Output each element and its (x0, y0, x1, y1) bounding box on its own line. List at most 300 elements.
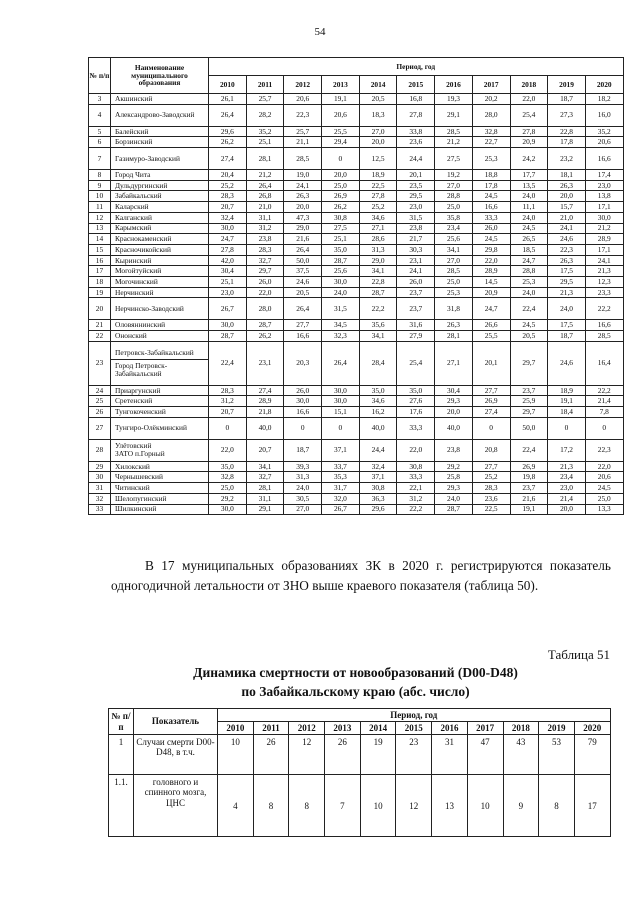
value-cell: 22,3 (548, 244, 586, 255)
municipality-name (111, 341, 209, 385)
value-cell: 33,7 (322, 461, 360, 472)
row-number: 33 (89, 504, 111, 515)
value-cell: 21,6 (510, 493, 548, 504)
value-cell: 16,8 (397, 94, 435, 105)
value-cell: 20,6 (585, 137, 623, 148)
year-header: 2012 (289, 722, 325, 735)
row-number: 7 (89, 148, 111, 170)
year-header: 2020 (585, 76, 623, 94)
value-cell: 22,2 (397, 504, 435, 515)
value-cell: 40,0 (435, 417, 473, 439)
value-cell: 31,2 (209, 396, 247, 407)
value-cell: 31,3 (284, 472, 322, 483)
row-number: 19 (89, 287, 111, 298)
year-header: 2020 (574, 722, 610, 735)
value-cell: 26,0 (246, 276, 284, 287)
value-cell: 31 (432, 735, 468, 775)
year-header: 2011 (253, 722, 289, 735)
value-cell: 25,1 (209, 276, 247, 287)
table-row (89, 439, 624, 461)
value-cell: 29,2 (209, 493, 247, 504)
row-number: 30 (89, 472, 111, 483)
table-row (89, 255, 624, 266)
municipality-name: Тунгиро-Олёкминский (111, 417, 209, 439)
value-cell: 27,4 (209, 148, 247, 170)
year-header: 2015 (397, 76, 435, 94)
value-cell: 24,6 (548, 341, 586, 385)
value-cell: 23,7 (397, 298, 435, 320)
value-cell: 35,2 (246, 126, 284, 137)
year-header: 2014 (360, 722, 396, 735)
year-header: 2013 (322, 76, 360, 94)
value-cell: 24,4 (359, 439, 397, 461)
municipality-name: Ононский (111, 331, 209, 342)
row-number: 4 (89, 104, 111, 126)
value-cell: 17,4 (585, 170, 623, 181)
year-header: 2019 (548, 76, 586, 94)
municipality-name: Газимуро-Заводский (111, 148, 209, 170)
value-cell: 31,5 (397, 212, 435, 223)
value-cell: 22,2 (359, 298, 397, 320)
value-cell: 24,4 (397, 148, 435, 170)
value-cell: 29,2 (435, 461, 473, 472)
value-cell: 47 (467, 735, 503, 775)
value-cell: 27,7 (472, 385, 510, 396)
header-period: Период, год (209, 58, 624, 76)
table-title-line-2: по Забайкальскому краю (абс. число) (241, 684, 470, 699)
value-cell: 22,0 (472, 255, 510, 266)
value-cell: 16,6 (284, 407, 322, 418)
value-cell: 17,8 (472, 180, 510, 191)
value-cell: 22,5 (359, 180, 397, 191)
value-cell: 16,6 (585, 148, 623, 170)
value-cell: 27,0 (359, 126, 397, 137)
value-cell: 26 (325, 735, 361, 775)
value-cell: 23,3 (585, 287, 623, 298)
value-cell: 20,6 (284, 94, 322, 105)
value-cell: 23,7 (510, 483, 548, 494)
value-cell: 35,3 (322, 472, 360, 483)
value-cell: 32,7 (246, 472, 284, 483)
value-cell: 28,2 (246, 104, 284, 126)
value-cell: 30,8 (359, 483, 397, 494)
value-cell: 28,9 (472, 266, 510, 277)
value-cell: 31,2 (246, 223, 284, 234)
value-cell: 18,7 (548, 331, 586, 342)
value-cell: 23,0 (585, 180, 623, 191)
value-cell: 30,8 (322, 212, 360, 223)
row-number: 20 (89, 298, 111, 320)
value-cell: 16,6 (472, 202, 510, 213)
header-number: № п/п (89, 58, 111, 94)
row-number: 1.1. (109, 775, 134, 837)
value-cell: 25,2 (472, 472, 510, 483)
value-cell: 21,0 (246, 202, 284, 213)
value-cell: 26,4 (209, 104, 247, 126)
year-header: 2011 (246, 76, 284, 94)
table-row (89, 287, 624, 298)
value-cell: 23,4 (435, 223, 473, 234)
value-cell: 35,6 (359, 320, 397, 331)
row-number: 28 (89, 439, 111, 461)
year-header: 2016 (435, 76, 473, 94)
value-cell: 47,3 (284, 212, 322, 223)
value-cell: 30,4 (209, 266, 247, 277)
value-cell: 20,7 (246, 439, 284, 461)
indicator-name: головного и спинного мозга, ЦНС (134, 775, 218, 837)
municipality-name: Дульдургинский (111, 180, 209, 191)
value-cell: 21,2 (246, 170, 284, 181)
value-cell: 27,4 (246, 385, 284, 396)
value-cell: 4 (218, 775, 254, 837)
value-cell: 19,0 (284, 170, 322, 181)
value-cell: 27,6 (397, 396, 435, 407)
value-cell: 15,1 (322, 407, 360, 418)
value-cell: 32,0 (322, 493, 360, 504)
value-cell: 27,7 (284, 320, 322, 331)
value-cell: 21,7 (397, 234, 435, 245)
value-cell: 26,3 (548, 255, 586, 266)
value-cell: 28,5 (585, 331, 623, 342)
value-cell: 26,2 (209, 137, 247, 148)
value-cell: 37,5 (284, 266, 322, 277)
table-row (89, 331, 624, 342)
municipality-name: Нерчинско-Заводский (111, 298, 209, 320)
value-cell: 30,0 (322, 396, 360, 407)
value-cell: 24,1 (397, 266, 435, 277)
row-number: 15 (89, 244, 111, 255)
value-cell: 30,0 (585, 212, 623, 223)
value-cell: 22,3 (585, 439, 623, 461)
value-cell: 18,7 (548, 94, 586, 105)
value-cell: 22,5 (472, 504, 510, 515)
value-cell: 26,6 (472, 320, 510, 331)
table-row (89, 191, 624, 202)
value-cell: 0 (548, 417, 586, 439)
value-cell: 35,0 (397, 385, 435, 396)
value-cell: 31,2 (397, 493, 435, 504)
row-number: 9 (89, 180, 111, 191)
value-cell: 23,0 (209, 287, 247, 298)
value-cell: 20,0 (548, 504, 586, 515)
municipality-name-line: ЗАТО п.Горный (115, 449, 165, 459)
value-cell: 20,4 (209, 170, 247, 181)
value-cell: 0 (585, 417, 623, 439)
value-cell: 24,7 (209, 234, 247, 245)
value-cell: 23,7 (510, 385, 548, 396)
value-cell: 19,3 (435, 94, 473, 105)
value-cell: 17,6 (397, 407, 435, 418)
value-cell: 33,3 (397, 472, 435, 483)
value-cell: 20,1 (397, 170, 435, 181)
value-cell: 19,1 (548, 396, 586, 407)
neoplasm-mortality-table (108, 708, 611, 837)
value-cell: 34,1 (359, 331, 397, 342)
value-cell: 27,8 (397, 104, 435, 126)
value-cell: 29,3 (435, 396, 473, 407)
value-cell: 17,1 (585, 244, 623, 255)
value-cell: 22,2 (585, 385, 623, 396)
value-cell: 28,9 (246, 396, 284, 407)
value-cell: 20,7 (209, 202, 247, 213)
value-cell: 20,0 (322, 170, 360, 181)
value-cell: 0 (322, 148, 360, 170)
indicator-name: Случаи смерти D00-D48, в т.ч. (134, 735, 218, 775)
value-cell: 24,6 (284, 276, 322, 287)
value-cell: 26,5 (510, 234, 548, 245)
value-cell: 29,1 (246, 504, 284, 515)
value-cell: 23,8 (397, 223, 435, 234)
value-cell: 30,5 (284, 493, 322, 504)
value-cell: 29,5 (548, 276, 586, 287)
value-cell: 23,1 (246, 341, 284, 385)
value-cell: 23,7 (397, 287, 435, 298)
value-cell: 31,6 (397, 320, 435, 331)
value-cell: 25,3 (510, 276, 548, 287)
value-cell: 26,3 (548, 180, 586, 191)
year-header: 2018 (503, 722, 539, 735)
value-cell: 13,5 (510, 180, 548, 191)
row-number: 13 (89, 223, 111, 234)
value-cell: 53 (539, 735, 575, 775)
value-cell: 24,6 (548, 234, 586, 245)
table-row (89, 407, 624, 418)
value-cell: 19,1 (510, 504, 548, 515)
row-number: 31 (89, 483, 111, 494)
value-cell: 24,0 (548, 298, 586, 320)
value-cell: 22,0 (585, 461, 623, 472)
table-row (89, 94, 624, 105)
value-cell: 25,6 (435, 234, 473, 245)
municipality-name: Акшинский (111, 94, 209, 105)
value-cell: 22,4 (510, 439, 548, 461)
value-cell: 23,6 (397, 137, 435, 148)
value-cell: 30,0 (322, 385, 360, 396)
value-cell: 30,0 (209, 504, 247, 515)
value-cell: 31,1 (246, 212, 284, 223)
municipality-name: Забайкальский (111, 191, 209, 202)
value-cell: 27,5 (322, 223, 360, 234)
table-row (89, 504, 624, 515)
value-cell: 20,3 (284, 341, 322, 385)
value-cell: 7 (325, 775, 361, 837)
value-cell: 13,3 (585, 504, 623, 515)
municipality-name: Хилокский (111, 461, 209, 472)
value-cell: 29,7 (510, 407, 548, 418)
row-number: 17 (89, 266, 111, 277)
table-row (89, 180, 624, 191)
table-row (89, 202, 624, 213)
value-cell: 24,0 (322, 287, 360, 298)
municipality-name: Чернышевский (111, 472, 209, 483)
value-cell: 37,1 (322, 439, 360, 461)
municipality-name: Александрово-Заводский (111, 104, 209, 126)
value-cell: 26,4 (246, 180, 284, 191)
value-cell: 37,1 (359, 472, 397, 483)
municipality-name-line: Улётовский (115, 441, 152, 451)
value-cell: 25,4 (510, 104, 548, 126)
value-cell: 20,7 (209, 407, 247, 418)
value-cell: 27,0 (435, 255, 473, 266)
table-row (89, 461, 624, 472)
table-row (89, 148, 624, 170)
value-cell: 15,7 (548, 202, 586, 213)
value-cell: 20,6 (585, 472, 623, 483)
value-cell: 18,7 (284, 439, 322, 461)
value-cell: 34,1 (246, 461, 284, 472)
value-cell: 28,1 (246, 148, 284, 170)
value-cell: 20,8 (472, 439, 510, 461)
row-number: 14 (89, 234, 111, 245)
value-cell: 28,7 (435, 504, 473, 515)
value-cell: 10 (360, 775, 396, 837)
value-cell: 31,3 (359, 244, 397, 255)
table-row (89, 234, 624, 245)
table-row (89, 417, 624, 439)
value-cell: 26,2 (322, 202, 360, 213)
table-row (89, 126, 624, 137)
table-row (89, 244, 624, 255)
value-cell: 22,4 (510, 298, 548, 320)
value-cell: 25,5 (472, 331, 510, 342)
value-cell: 12,3 (585, 276, 623, 287)
value-cell: 0 (209, 417, 247, 439)
table-row (89, 223, 624, 234)
table-row (109, 775, 611, 837)
value-cell: 29,7 (246, 266, 284, 277)
value-cell: 26,7 (322, 504, 360, 515)
value-cell: 11,1 (510, 202, 548, 213)
value-cell: 17 (574, 775, 610, 837)
value-cell: 28,4 (359, 341, 397, 385)
municipality-name: Борзинский (111, 137, 209, 148)
value-cell: 26,3 (284, 191, 322, 202)
value-cell: 21,4 (585, 396, 623, 407)
value-cell: 23,1 (397, 255, 435, 266)
value-cell: 19,2 (435, 170, 473, 181)
value-cell: 24,0 (284, 483, 322, 494)
value-cell: 28,9 (585, 234, 623, 245)
row-number: 32 (89, 493, 111, 504)
row-number: 6 (89, 137, 111, 148)
value-cell: 28,0 (472, 104, 510, 126)
value-cell: 25,5 (322, 126, 360, 137)
header-indicator: Показатель (134, 709, 218, 735)
value-cell: 7,8 (585, 407, 623, 418)
value-cell: 29,6 (359, 504, 397, 515)
value-cell: 32,3 (322, 331, 360, 342)
municipality-name: Нерчинский (111, 287, 209, 298)
header-municipality: Наименование муниципального образования (111, 58, 209, 94)
value-cell: 8 (253, 775, 289, 837)
value-cell: 25,8 (435, 472, 473, 483)
value-cell: 24,1 (585, 255, 623, 266)
value-cell: 29,0 (359, 255, 397, 266)
table-row (89, 320, 624, 331)
value-cell: 23,5 (397, 180, 435, 191)
value-cell: 20,0 (435, 407, 473, 418)
value-cell: 18,3 (359, 104, 397, 126)
value-cell: 28,7 (209, 331, 247, 342)
value-cell: 25,9 (510, 396, 548, 407)
row-number: 22 (89, 331, 111, 342)
year-header: 2015 (396, 722, 432, 735)
year-header: 2017 (467, 722, 503, 735)
value-cell: 35,0 (209, 461, 247, 472)
value-cell: 20,5 (510, 331, 548, 342)
value-cell: 19,8 (510, 472, 548, 483)
table-row (89, 170, 624, 181)
value-cell: 18,4 (548, 407, 586, 418)
value-cell: 20,5 (359, 94, 397, 105)
year-header: 2014 (359, 76, 397, 94)
value-cell: 35,0 (359, 385, 397, 396)
value-cell: 31,5 (322, 298, 360, 320)
municipality-name: Приаргунский (111, 385, 209, 396)
value-cell: 24,5 (585, 483, 623, 494)
value-cell: 27,3 (548, 104, 586, 126)
row-number: 1 (109, 735, 134, 775)
value-cell: 28,8 (435, 191, 473, 202)
value-cell: 21,3 (548, 461, 586, 472)
municipality-name (111, 439, 209, 461)
value-cell: 30,3 (397, 244, 435, 255)
value-cell: 40,0 (246, 417, 284, 439)
value-cell: 16,6 (284, 331, 322, 342)
value-cell: 26,9 (510, 461, 548, 472)
value-cell: 17,1 (585, 202, 623, 213)
value-cell: 22,2 (585, 298, 623, 320)
value-cell: 29,7 (510, 341, 548, 385)
value-cell: 24,2 (510, 148, 548, 170)
value-cell: 22,7 (472, 137, 510, 148)
value-cell: 26 (253, 735, 289, 775)
value-cell: 18,9 (548, 385, 586, 396)
value-cell: 17,8 (548, 137, 586, 148)
row-number: 26 (89, 407, 111, 418)
value-cell: 24,5 (510, 320, 548, 331)
value-cell: 22,1 (397, 483, 435, 494)
table-row (89, 266, 624, 277)
table-row (89, 137, 624, 148)
table-row (89, 298, 624, 320)
year-header: 2010 (218, 722, 254, 735)
value-cell: 23,8 (435, 439, 473, 461)
value-cell: 34,5 (322, 320, 360, 331)
municipality-name: Шилкинский (111, 504, 209, 515)
value-cell: 26,9 (472, 396, 510, 407)
value-cell: 22,8 (548, 126, 586, 137)
value-cell: 25,0 (585, 493, 623, 504)
value-cell: 8 (289, 775, 325, 837)
value-cell: 32,7 (246, 255, 284, 266)
value-cell: 28,1 (246, 483, 284, 494)
value-cell: 39,3 (284, 461, 322, 472)
value-cell: 25,0 (322, 180, 360, 191)
table-row (89, 385, 624, 396)
value-cell: 9 (503, 775, 539, 837)
value-cell: 16,2 (359, 407, 397, 418)
value-cell: 28,0 (246, 298, 284, 320)
value-cell: 29,6 (209, 126, 247, 137)
value-cell: 28,5 (284, 148, 322, 170)
value-cell: 29,1 (435, 104, 473, 126)
value-cell: 25,1 (246, 137, 284, 148)
value-cell: 22,0 (397, 439, 435, 461)
value-cell: 19 (360, 735, 396, 775)
value-cell: 27,4 (472, 407, 510, 418)
value-cell: 20,2 (472, 94, 510, 105)
